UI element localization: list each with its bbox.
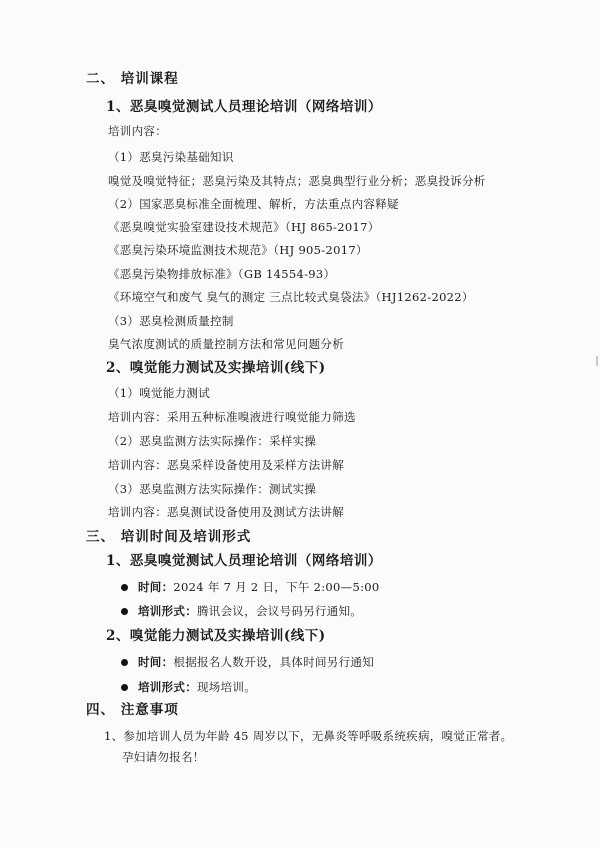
schedule-form-row xyxy=(138,680,256,694)
form-label: 培训形式： xyxy=(138,680,197,694)
text-line: 臭气浓度测试的质量控制方法和常见问题分析 xyxy=(108,337,344,351)
form-value: 现场培训。 xyxy=(197,680,256,694)
section-heading-courses: 二、 培训课程 xyxy=(86,71,179,87)
time-value: 2024 年 7 月 2 日，下午 2:00—5:00 xyxy=(173,580,380,594)
subsection-heading-practice-schedule: 2、嗅觉能力测试及实操培训(线下) xyxy=(106,628,326,644)
bullet-icon xyxy=(121,684,128,691)
time-label: 时间： xyxy=(138,580,174,594)
bullet-icon xyxy=(121,659,128,666)
time-value: 根据报名人数开设，具体时间另行通知 xyxy=(173,655,375,669)
form-label: 培训形式： xyxy=(138,604,197,618)
text-line: 培训内容：采用五种标准嗅液进行嗅觉能力筛选 xyxy=(108,410,356,424)
bullet-icon xyxy=(121,608,128,615)
text-line: 《环境空气和废气 臭气的测定 三点比较式臭袋法》（HJ1262-2022） xyxy=(108,290,474,304)
text-line: （1）嗅觉能力测试 xyxy=(108,386,211,400)
note-line: 孕妇请勿报名！ xyxy=(122,750,205,764)
time-label: 时间： xyxy=(138,655,174,669)
form-value: 腾讯会议，会议号码另行通知。 xyxy=(197,604,363,618)
schedule-time-row xyxy=(138,655,374,669)
text-line: （2）国家恶臭标准全面梳理、解析，方法重点内容释疑 xyxy=(108,197,399,211)
schedule-form-row xyxy=(138,604,362,618)
schedule-time-row xyxy=(138,580,380,594)
text-line: 《恶臭污染环境监测技术规范》（HJ 905-2017） xyxy=(108,243,368,257)
text-line: 培训内容：恶臭测试设备使用及测试方法讲解 xyxy=(108,505,344,519)
section-heading-schedule: 三、 培训时间及培训形式 xyxy=(86,529,252,545)
text-line: 《恶臭污染物排放标准》（GB 14554-93） xyxy=(108,267,336,281)
text-line: 《恶臭嗅觉实验室建设技术规范》（HJ 865-2017） xyxy=(108,220,380,234)
section-heading-notes: 四、 注意事项 xyxy=(86,702,179,718)
text-line: （1）恶臭污染基础知识 xyxy=(108,150,234,164)
subsection-heading-theory-schedule: 1、恶臭嗅觉测试人员理论培训（网络培训） xyxy=(106,553,382,569)
text-line: 嗅觉及嗅觉特征；恶臭污染及其特点；恶臭典型行业分析；恶臭投诉分析 xyxy=(108,174,486,188)
text-line: （2）恶臭监测方法实际操作：采样实操 xyxy=(108,434,317,448)
note-line: 1、参加培训人员为年龄 45 周岁以下，无鼻炎等呼吸系统疾病，嗅觉正常者。 xyxy=(104,729,513,743)
bullet-icon xyxy=(121,584,128,591)
text-line: （3）恶臭检测质量控制 xyxy=(108,314,234,328)
text-line: 培训内容：恶臭采样设备使用及采样方法讲解 xyxy=(108,458,344,472)
subsection-heading-theory: 1、恶臭嗅觉测试人员理论培训（网络培训） xyxy=(106,99,382,115)
text-line: 培训内容： xyxy=(108,124,167,138)
subsection-heading-practice: 2、嗅觉能力测试及实操培训(线下) xyxy=(106,360,326,376)
text-line: （3）恶臭监测方法实际操作：测试实操 xyxy=(108,482,317,496)
scan-speck xyxy=(596,356,598,366)
